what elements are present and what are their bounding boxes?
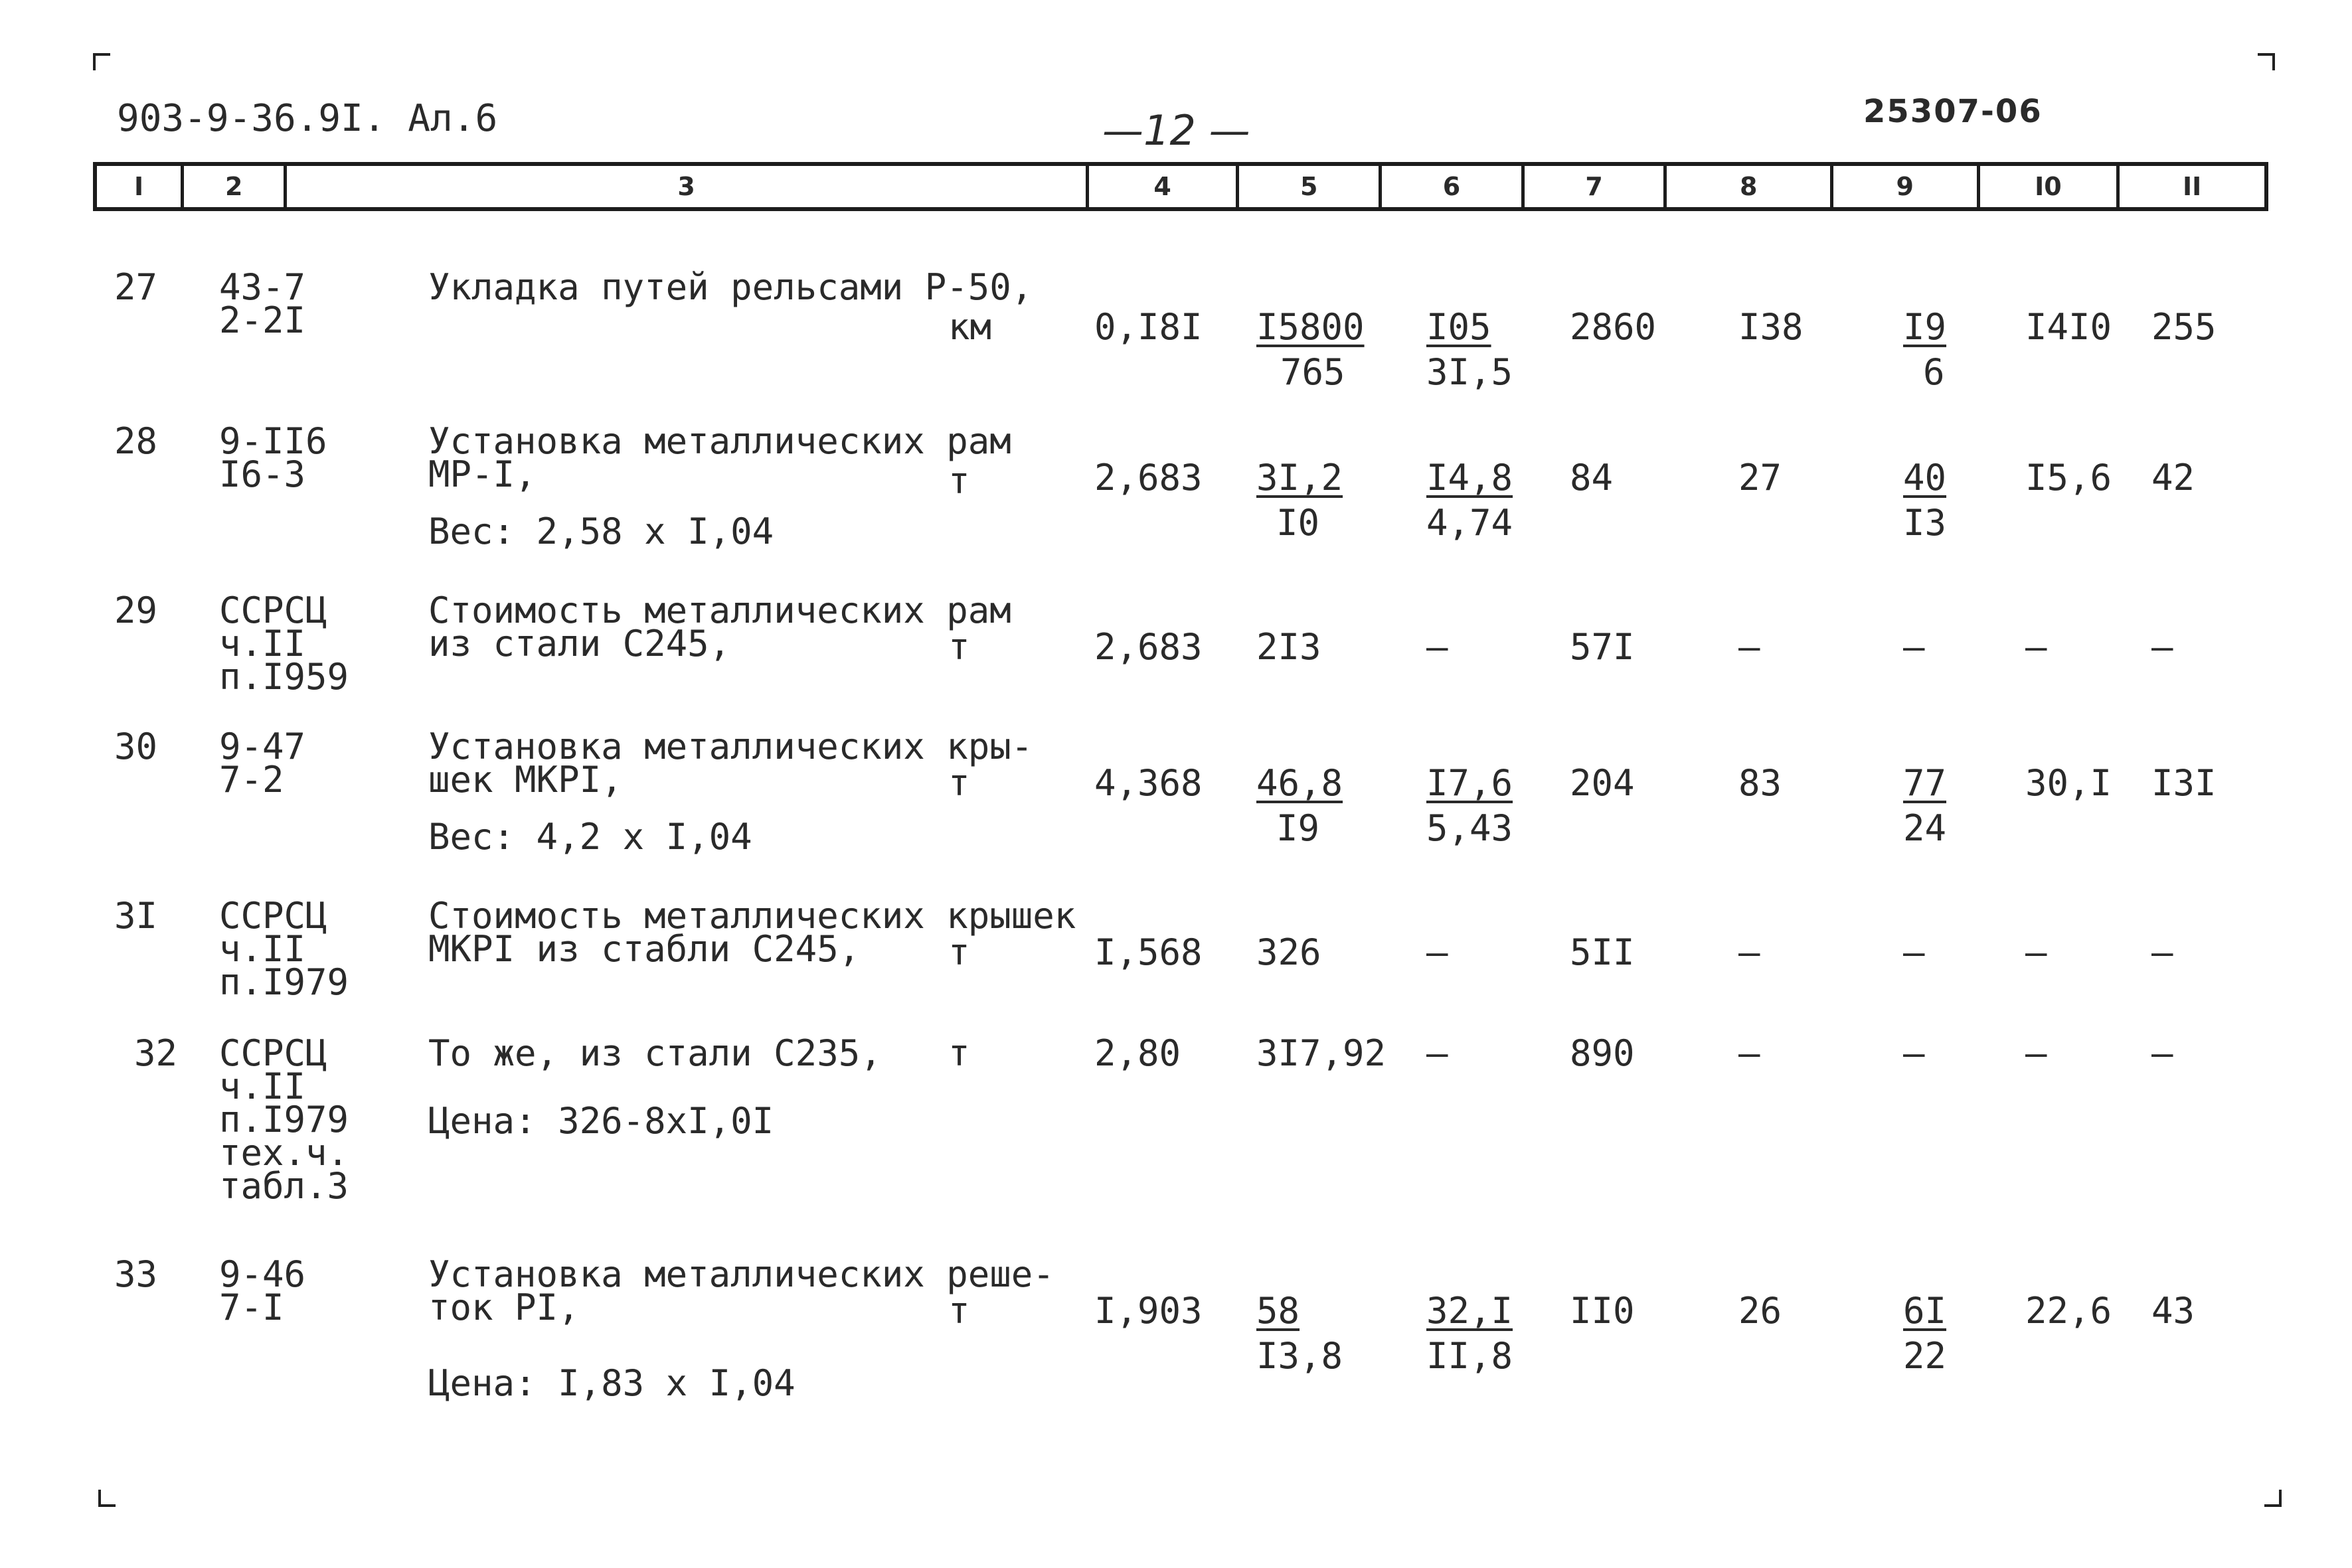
row-number: 27 <box>114 266 158 308</box>
column-header: 3 <box>287 166 1089 207</box>
col5-value: 58 I3,8 <box>1256 1290 1343 1377</box>
col8-value: 83 <box>1738 762 1782 804</box>
col11-value: 43 <box>2151 1290 2195 1332</box>
col9-value: – <box>1903 931 1925 973</box>
col5-value: 46,8 I9 <box>1256 762 1343 849</box>
col9-value: 40 I3 <box>1903 457 1947 544</box>
col10-value: 22,6 <box>2025 1290 2112 1332</box>
col5-value: 3I7,92 <box>1256 1032 1386 1074</box>
col11-value: 42 <box>2151 457 2195 499</box>
col8-value: 27 <box>1738 457 1782 499</box>
quantity: 2,80 <box>1094 1032 1181 1074</box>
col10-value: – <box>2025 626 2047 668</box>
col6-value: – <box>1426 626 1448 668</box>
column-header: 7 <box>1525 166 1667 207</box>
corner-mark-top-left <box>93 53 110 70</box>
col7-value: 2860 <box>1570 306 1657 348</box>
col5-value: 326 <box>1256 931 1321 973</box>
col5-value: 2I3 <box>1256 626 1321 668</box>
row-number: 33 <box>114 1253 158 1295</box>
norm-code: 9-47 7-2 <box>219 726 306 801</box>
col11-value: 255 <box>2151 306 2217 348</box>
col8-value: – <box>1738 1032 1760 1074</box>
unit: т <box>948 460 970 502</box>
work-description: То же, из стали С235, Цена: 326-8хI,0I <box>428 1032 882 1142</box>
col9-value: 6I 22 <box>1903 1290 1947 1377</box>
col8-value: 26 <box>1738 1290 1782 1332</box>
corner-mark-top-right <box>2258 53 2275 70</box>
column-header: 2 <box>184 166 287 207</box>
row-number: 3I <box>114 895 158 937</box>
col9-value: – <box>1903 626 1925 668</box>
col10-value: 30,I <box>2025 762 2112 804</box>
quantity: 2,683 <box>1094 457 1203 499</box>
col6-value: 32,I II,8 <box>1426 1290 1513 1377</box>
col11-value: – <box>2151 626 2173 668</box>
col10-value: – <box>2025 1032 2047 1074</box>
corner-mark-bottom-right <box>2264 1490 2282 1507</box>
column-header: I0 <box>1980 166 2120 207</box>
document-number: 25307-06 <box>1863 93 2043 130</box>
quantity: 0,I8I <box>1094 306 1203 348</box>
row-number: 29 <box>114 589 158 631</box>
col6-value: – <box>1426 1032 1448 1074</box>
col8-value: – <box>1738 626 1760 668</box>
quantity: I,568 <box>1094 931 1203 973</box>
row-number: 28 <box>114 420 158 462</box>
col10-value: I4I0 <box>2025 306 2112 348</box>
col7-value: II0 <box>1570 1290 1635 1332</box>
col8-value: I38 <box>1738 306 1804 348</box>
col10-value: – <box>2025 931 2047 973</box>
col6-value: I05 3I,5 <box>1426 306 1513 393</box>
unit: т <box>948 1290 970 1332</box>
col11-value: – <box>2151 931 2173 973</box>
norm-code: ССРСЦ ч.II п.I979 тех.ч. табл.3 <box>219 1032 349 1207</box>
work-description: Установка металлических кры- шек МКРI, Вес: 4,2 х I,04 <box>428 726 1033 858</box>
norm-code: ССРСЦ ч.II п.I979 <box>219 895 349 1003</box>
col9-value: – <box>1903 1032 1925 1074</box>
col9-value: 77 24 <box>1903 762 1947 849</box>
column-header: I <box>97 166 184 207</box>
column-header: 8 <box>1667 166 1833 207</box>
unit: км <box>948 306 992 348</box>
unit: т <box>948 931 970 973</box>
work-description: Стоимость металлических крышек МКРI из стабли С245, <box>428 895 1076 970</box>
document-code: 903-9-36.9I. Ал.6 <box>117 97 498 140</box>
norm-code: 9-46 7-I <box>219 1253 306 1328</box>
col7-value: 204 <box>1570 762 1635 804</box>
norm-code: ССРСЦ ч.II п.I959 <box>219 589 349 698</box>
norm-code: 9-II6 I6-3 <box>219 420 327 495</box>
corner-mark-bottom-left <box>98 1490 116 1507</box>
col5-value: 3I,2 I0 <box>1256 457 1343 544</box>
quantity: 4,368 <box>1094 762 1203 804</box>
col7-value: 890 <box>1570 1032 1635 1074</box>
col5-value: I5800 765 <box>1256 306 1365 393</box>
col8-value: – <box>1738 931 1760 973</box>
unit: т <box>948 626 970 668</box>
work-description: Укладка путей рельсами Р-50, <box>428 266 1033 308</box>
norm-code: 43-7 2-2I <box>219 266 306 341</box>
col7-value: 57I <box>1570 626 1635 668</box>
column-header: II <box>2183 172 2202 201</box>
work-description: Установка металлических рам МР-I, Вес: 2,58 х I,04 <box>428 420 1011 552</box>
column-header: 9 <box>1833 166 1980 207</box>
col6-value: I7,6 5,43 <box>1426 762 1513 849</box>
col11-value: I3I <box>2151 762 2217 804</box>
col7-value: 5II <box>1570 931 1635 973</box>
col10-value: I5,6 <box>2025 457 2112 499</box>
quantity: 2,683 <box>1094 626 1203 668</box>
work-description: Стоимость металлических рам из стали С245, <box>428 589 1011 665</box>
col6-value: I4,8 4,74 <box>1426 457 1513 544</box>
column-header-row <box>93 162 2268 211</box>
page-number: —12 — <box>1102 106 1250 155</box>
col7-value: 84 <box>1570 457 1614 499</box>
unit: т <box>948 1032 970 1074</box>
column-header: 6 <box>1382 166 1525 207</box>
row-number: 32 <box>134 1032 178 1074</box>
unit: т <box>948 762 970 804</box>
work-description: Установка металлических реше- ток РI, Цена: I,83 х I,04 <box>428 1253 1054 1404</box>
column-header: 4 <box>1089 166 1240 207</box>
col9-value: I9 6 <box>1903 306 1947 393</box>
col11-value: – <box>2151 1032 2173 1074</box>
column-header: 5 <box>1239 166 1382 207</box>
col6-value: – <box>1426 931 1448 973</box>
quantity: I,903 <box>1094 1290 1203 1332</box>
row-number: 30 <box>114 726 158 767</box>
